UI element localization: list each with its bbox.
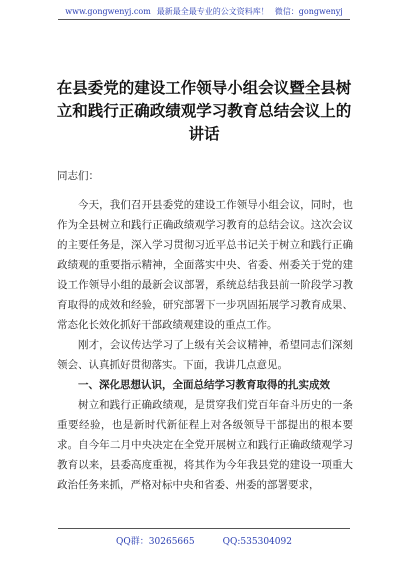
- footer-divider: [58, 528, 350, 529]
- header-website-link[interactable]: www.gongwenyj.com: [65, 7, 151, 16]
- header-wechat: 微信：gongwenyj: [274, 7, 343, 16]
- salutation: 同志们：: [57, 170, 99, 182]
- page-footer: [0, 534, 408, 547]
- section-heading-1: 一、深化思想认识，全面总结学习教育取得的扎实成效: [78, 379, 330, 391]
- header-divider: [58, 19, 350, 20]
- paragraph-transition: 刚才，会议传达学习了上级有关会议精神，希望同志们深刻领会、认真抓好贯彻落实。下面，我讲几点意见。: [57, 339, 353, 371]
- document-title: 在县委党的建设工作领导小组会议暨全县树立和践行正确政绩观学习教育总结会议上的讲话: [56, 78, 352, 143]
- paragraph-section-1: 树立和践行正确政绩观，是贯穿我们党百年奋斗历史的一条重要经验，也是新时代新征程上对各级领导干部提出的根本要求。自今年二月中央决定在全党开展树立和践行正确政绩观学习教育以来，县委高度重视，将其作为今年我县党的建设一项重大政治任务来抓，严格对标中央和省委、州委的部署要求，: [57, 399, 353, 491]
- page-header: [0, 6, 408, 17]
- header-tagline: 最新最全最专业的公文资料库！: [156, 7, 269, 16]
- document-body: [57, 166, 353, 495]
- footer-qq: QQ:535304092: [222, 537, 292, 547]
- footer-qq-group: QQ群：30265665: [116, 537, 195, 547]
- paragraph-intro: 今天，我们召开县委党的建设工作领导小组会议，同时，也作为全县树立和践行正确政绩观学习教育的总结会议。这次会议的主要任务是，深入学习贯彻习近平总书记关于树立和践行正确政绩观的重要指示精神，全面落实中央、省委、州委关于党的建设工作领导小组的最新会议部署，系统总结我县前一阶段学习教育取得的成效和经验，研究部署下一步巩固拓展学习教育成果、常态化长效化抓好干部政绩观建设的重点工作。: [57, 199, 353, 331]
